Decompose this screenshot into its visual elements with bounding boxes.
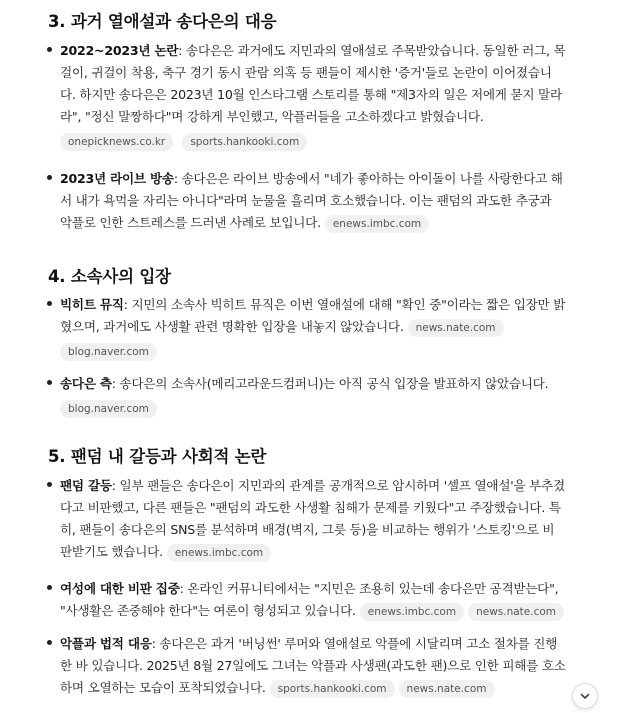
- item-text: 하며 오열하는 모습이 포착되었습니다.: [60, 680, 266, 695]
- source-chip[interactable]: blog.naver.com: [60, 343, 157, 361]
- bullet-icon: [47, 47, 52, 52]
- section-heading-4: 4. 소속사의 입장: [48, 267, 171, 286]
- bullet-icon: [47, 175, 52, 180]
- item-text: : 일부 팬들은 송다은이 지민과의 관계를 공개적으로 암시하며 '셀프 열애설'을 부추겼: [111, 478, 565, 493]
- section-heading-3: 3. 과거 열애설과 송다은의 대응: [48, 12, 277, 31]
- item-text: 서 내가 욕먹을 자리는 아니다"라며 눈물을 흘리며 호소했습니다. 이는 팬덤의 과도한 추궁과: [60, 193, 552, 208]
- source-chip[interactable]: sports.hankooki.com: [182, 133, 307, 151]
- source-chip[interactable]: onepicknews.co.kr: [60, 133, 173, 151]
- item-text: : 송다은은 과거 '버닝썬' 루머와 열애설로 악플에 시달리며 고소 절차를 진행: [151, 636, 558, 651]
- list-item: [60, 475, 608, 563]
- source-chip[interactable]: enews.imbc.com: [325, 215, 429, 233]
- item-text: 한 바 있습니다. 2025년 8월 27일에도 그녀는 악플과 사생팬(과도한 팬)으로 인한 피해를 호소: [60, 658, 566, 673]
- source-chip[interactable]: enews.imbc.com: [167, 544, 271, 562]
- item-label: 팬덤 갈등: [60, 478, 112, 493]
- item-text: : 송다은은 라이브 방송에서 "네가 좋아하는 아이돌이 나를 사랑한다고 해: [173, 171, 563, 186]
- item-text: : 지민의 소속사 빅히트 뮤직은 이번 열애설에 대해 "확인 중"이라는 짧은 입장만 밝: [123, 297, 566, 312]
- item-text: 혔으며, 과거에도 사생활 관련 명확한 입장을 내놓지 않았습니다.: [60, 319, 404, 334]
- source-chip[interactable]: enews.imbc.com: [360, 603, 464, 621]
- item-text: 라", "정신 말짱하다"며 강하게 부인했고, 악플러들을 고소하겠다고 밝혔습니다.: [60, 109, 484, 124]
- item-label: 여성에 대한 비판 집중: [60, 581, 180, 596]
- item-text: : 온라인 커뮤니티에서는 "지민은 조용히 있는데 송다은만 공격받는다",: [179, 581, 559, 596]
- item-label: 2022~2023년 논란: [60, 43, 179, 58]
- list-item: [60, 294, 608, 364]
- source-chip[interactable]: news.nate.com: [468, 603, 564, 621]
- bullet-icon: [47, 380, 52, 385]
- list-item: [60, 40, 608, 154]
- list-item: [60, 578, 608, 622]
- source-chip[interactable]: blog.naver.com: [60, 400, 157, 418]
- bullet-icon: [47, 585, 52, 590]
- item-text: 히, 팬들이 송다은의 SNS를 분석하며 배경(벽지, 그릇 등)을 비교하는 행위가 '스토킹'으로 비: [60, 522, 555, 537]
- item-text: 걸이, 귀걸이 착용, 축구 경기 동시 관람 의혹 등 팬들이 제시한 '증거'들로 논란이 이어졌습니: [60, 65, 552, 80]
- item-text: 악플로 인한 스트레스를 드러낸 사례로 보입니다.: [60, 215, 321, 230]
- item-label: 빅히트 뮤직: [60, 297, 124, 312]
- source-chip[interactable]: news.nate.com: [399, 680, 495, 698]
- source-chip[interactable]: sports.hankooki.com: [270, 680, 395, 698]
- item-text: : 송다은의 소속사(메리고라운드컴퍼니)는 아직 공식 입장을 발표하지 않았습니다.: [111, 376, 549, 391]
- bullet-icon: [47, 301, 52, 306]
- section-heading-5: 5. 팬덤 내 갈등과 사회적 논란: [48, 447, 267, 466]
- scroll-down-button[interactable]: [572, 683, 598, 709]
- item-text: 다고 비판했고, 다른 팬들은 "팬덤의 과도한 사생활 침해가 문제를 키웠다"고 주장했습니다. 특: [60, 500, 561, 515]
- bullet-icon: [47, 482, 52, 487]
- chevron-down-icon: [579, 690, 591, 702]
- item-label: 2023년 라이브 방송: [60, 171, 174, 186]
- item-text: : 송다은은 과거에도 지민과의 열애설로 주목받았습니다. 동일한 러그, 목: [178, 43, 566, 58]
- source-chip[interactable]: news.nate.com: [408, 319, 504, 337]
- item-text: "사생활은 존중해야 한다"는 여론이 형성되고 있습니다.: [60, 603, 356, 618]
- list-item: [60, 373, 608, 421]
- item-text: 다. 하지만 송다은은 2023년 10월 인스타그램 스토리를 통해 "제3자의 일은 저에게 묻지 말라: [60, 87, 562, 102]
- item-text: 판받기도 했습니다.: [60, 544, 163, 559]
- bullet-icon: [47, 640, 52, 645]
- item-label: 악플과 법적 대응: [60, 636, 152, 651]
- item-label: 송다은 측: [60, 376, 112, 391]
- list-item: [60, 633, 608, 699]
- list-item: [60, 168, 608, 234]
